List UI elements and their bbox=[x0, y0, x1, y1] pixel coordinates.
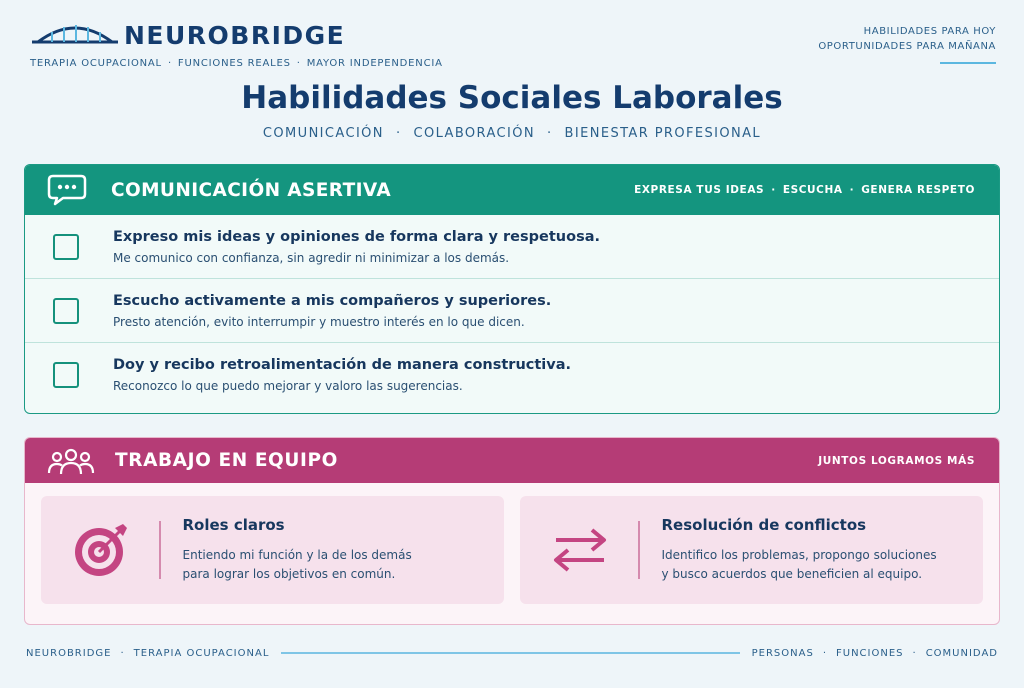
roles-card-title: Roles claros bbox=[182, 516, 285, 534]
brand-tagline: TERAPIA OCUPACIONAL · FUNCIONES REALES · MAYOR INDEPENDENCIA bbox=[30, 58, 443, 69]
checklist-item-description: Me comunico con confianza, sin agredir ni minimizar a los demás. bbox=[113, 250, 510, 265]
top-right-motto bbox=[818, 24, 996, 64]
roles-card-text: Entiendo mi función y la de los demás para lograr los objetivos en común. bbox=[182, 548, 412, 581]
bridge-logo-icon bbox=[30, 18, 120, 52]
footer-value-3: COMUNIDAD bbox=[925, 647, 998, 659]
conflict-card bbox=[520, 496, 983, 604]
page-subtitle: COMUNICACIÓN · COLABORACIÓN · BIENESTAR PROFESIONAL bbox=[262, 126, 762, 141]
roles-card bbox=[41, 496, 504, 604]
footer-brand: NEUROBRIDGE bbox=[26, 647, 112, 659]
teamwork-title: TRABAJO EN EQUIPO bbox=[115, 450, 338, 471]
checkbox[interactable] bbox=[53, 362, 79, 388]
teamwork-section bbox=[24, 437, 1000, 625]
motto-line-2: OPORTUNIDADES PARA MAÑANA bbox=[818, 41, 996, 52]
conflict-card-title: Resolución de conflictos bbox=[661, 516, 867, 534]
card-divider bbox=[638, 521, 640, 579]
checklist-item bbox=[25, 279, 999, 343]
checklist-item-description: Reconozco lo que puedo mejorar y valoro las sugerencias. bbox=[113, 379, 463, 393]
people-group-icon bbox=[47, 446, 95, 476]
checkbox[interactable] bbox=[53, 298, 79, 324]
checklist-item bbox=[25, 343, 999, 407]
checklist-item bbox=[25, 215, 999, 279]
exchange-arrows-icon bbox=[550, 520, 610, 580]
communication-header bbox=[25, 165, 999, 215]
brand-name: NEUROBRIDGE bbox=[124, 20, 346, 50]
conflict-card-text: Identifico los problemas, propongo soluciones y busco acuerdos que beneficien al equipo. bbox=[661, 548, 937, 581]
communication-section bbox=[24, 164, 1000, 414]
brand-header bbox=[30, 18, 443, 69]
checklist-item-title: Doy y recibo retroalimentación de manera constructiva. bbox=[113, 357, 572, 373]
card-divider bbox=[159, 521, 161, 579]
target-icon bbox=[71, 520, 131, 580]
checkbox[interactable] bbox=[53, 234, 79, 260]
page-title: Habilidades Sociales Laborales bbox=[241, 80, 783, 116]
teamwork-header bbox=[25, 438, 999, 483]
footer-value-2: FUNCIONES bbox=[836, 647, 904, 659]
motto-underline bbox=[940, 62, 996, 64]
page-footer: NEUROBRIDGE · TERAPIA OCUPACIONAL PERSONAS · FUNCIONES · COMUNIDAD bbox=[26, 647, 998, 659]
footer-value-1: PERSONAS bbox=[751, 647, 814, 659]
communication-tags: EXPRESA TUS IDEAS · ESCUCHA · GENERA RESPETO bbox=[634, 184, 975, 196]
communication-title: COMUNICACIÓN ASERTIVA bbox=[111, 179, 392, 201]
speech-bubble-icon bbox=[47, 173, 87, 207]
checklist-item-title: Expreso mis ideas y opiniones de forma clara y respetuosa. bbox=[113, 228, 600, 245]
footer-divider bbox=[281, 652, 739, 654]
footer-service: TERAPIA OCUPACIONAL bbox=[133, 647, 270, 659]
checklist-item-title: Escucho activamente a mis compañeros y superiores. bbox=[113, 292, 552, 309]
motto-line-1: HABILIDADES PARA HOY bbox=[863, 26, 996, 37]
checklist-item-description: Presto atención, evito interrumpir y muestro interés en lo que dicen. bbox=[113, 314, 525, 329]
teamwork-tag: JUNTOS LOGRAMOS MÁS bbox=[818, 454, 975, 467]
